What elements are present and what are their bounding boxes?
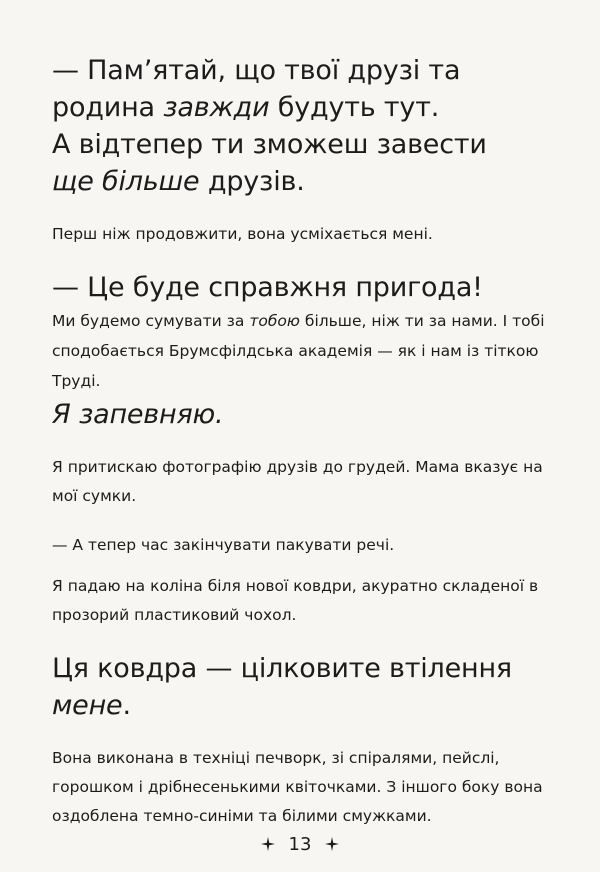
paragraph-6: Я притискаю фотографію друзів до грудей. Мама вказує на мої сумки. [52, 458, 543, 505]
paragraph-2: Перш ніж продовжити, вона усміхається мені. [52, 225, 433, 243]
page-body [52, 52, 562, 831]
paragraph-7: — А тепер час закінчувати пакувати речі. [52, 536, 395, 554]
page-number: 13 [288, 834, 312, 855]
paragraph-1: — Пам’ятай, що твої друзі та родина завжди будуть тут. А відтепер ти зможеш завести ще більше друзів. [52, 55, 487, 197]
paragraph-4: Ми будемо сумувати за тобою більше, ніж ти за нами. І тобі сподобається Брумсфілдська академія — як і нам із тіткою Труді. [52, 312, 545, 390]
four-point-star-icon [261, 837, 275, 851]
paragraph-10: Вона виконана в техніці печворк, зі спіралями, пейслі, горошком і дрібнесенькими квіточками. З іншого боку вона оздоблена темно-синіми та білими смужками. [52, 749, 543, 825]
page-footer [0, 834, 600, 855]
paragraph-3: — Це буде справжня пригода! [52, 272, 483, 303]
paragraph-9: Ця ковдра — цілковите втілення мене. [52, 653, 512, 721]
paragraph-5: Я запевняю. [52, 399, 224, 430]
four-point-star-icon [325, 837, 339, 851]
paragraph-8: Я падаю на коліна біля нової ковдри, акуратно складеної в прозорий пластиковий чохол. [52, 577, 539, 624]
